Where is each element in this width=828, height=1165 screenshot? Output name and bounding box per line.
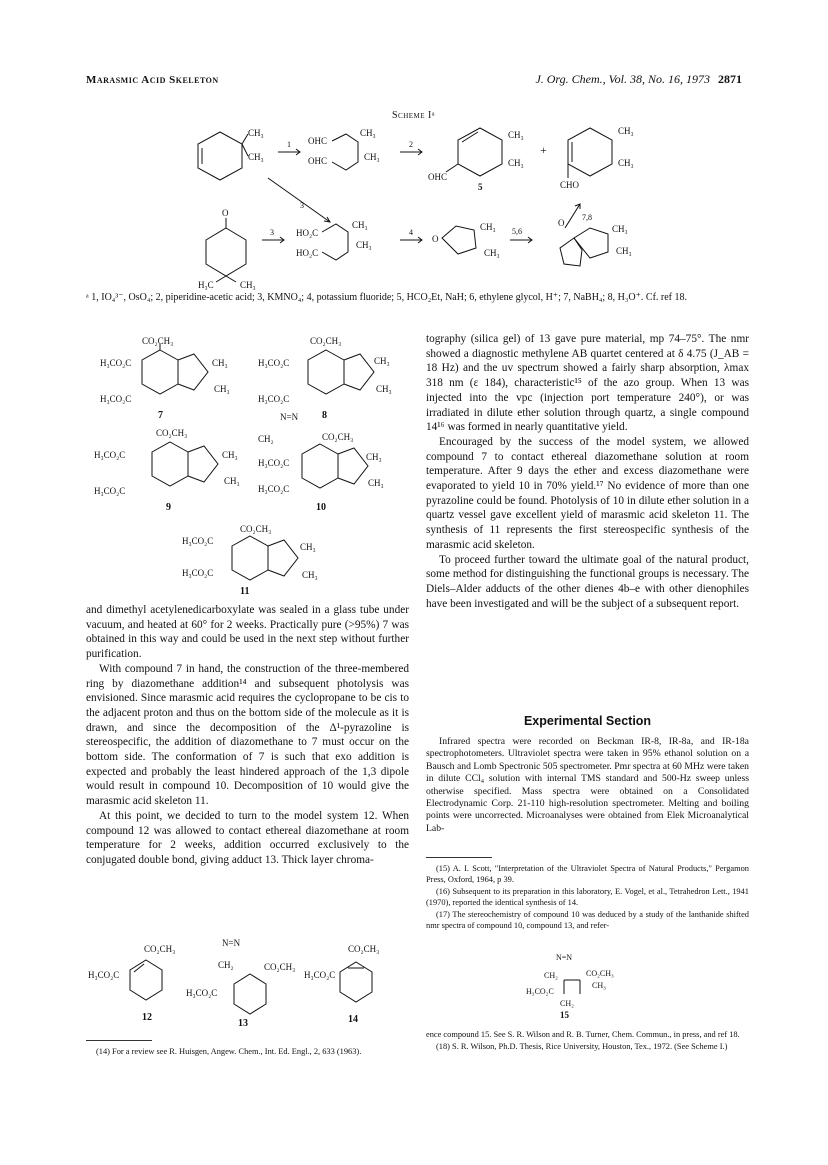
scheme-step-56: 5,6 [512,227,522,236]
s8-ch3-2: CH₃ [376,384,392,394]
s8-ch3-1: CH₃ [374,356,390,366]
scheme-ch3-11: CH₃ [356,240,372,250]
scheme-ch3-4: CH₃ [364,152,380,162]
label-7: 7 [158,410,163,421]
s10-h3co2c-1: H₃CO₂C [258,458,290,468]
scheme-ch3-8: CH₃ [618,158,634,168]
label-8: 8 [322,410,327,421]
scheme-ch3-9: CH₃ [240,280,256,290]
left-p3: At this point, we decided to turn to the model system 12. When compound 12 was allowed to contact ethereal diazomethane at room temperature for 2 weeks, addition occurred exclusively to the conjugated double bond, giving adduct 13. Thick layer chroma- [86,809,409,866]
right-p3: To proceed further toward the ultimate goal of the natural product, some method for distinguishing the functional groups is necessary. The Diels–Alder adducts of the other dienes 4b–e with other dienophiles have been investigated and will be the subject of a subsequent report. [426,553,749,610]
s13-h3co2c: H₃CO₂C [186,988,218,998]
scheme-step-3: 3 [300,201,304,210]
s10-ch2: CH₂ [258,434,274,444]
s7-h3co2c-2: H₃CO₂C [100,394,132,404]
scheme-ho2c-1: HO₂C [296,228,319,238]
scheme-ch3-14: CH₃ [612,224,628,234]
s15-ch2-1: CH₂ [544,971,558,980]
structures-12-14 [86,938,410,1028]
s7-h3co2c-1: H₃CO₂C [100,358,132,368]
left-column [86,603,409,868]
s9-h3co2c-2: H₃CO₂C [94,486,126,496]
s14-co2ch3: CO₂CH₃ [348,944,380,954]
scheme-plus: + [540,143,547,157]
s7-co2ch3: CO₂CH₃ [142,336,174,346]
s10-azo: N=N [280,412,299,422]
right-p1: tography (silica gel) of 13 gave pure material, mp 74–75°. The nmr showed a diagnostic methylene AB quartet centered at δ 4.75 (J_AB = 18 Hz) and the uv spectrum showed a fairly sharp absorption, λmax 318 nm (ε 184), characteristic¹⁵ of the azo group. When 13 was injected into the vpc (injection port temperature 240°), or was irradiated in dilute ether solution through quartz, a single compound 14¹⁶ was formed in nearly quantitative yield. [426,333,749,434]
journal-name: J. Org. Chem., Vol. 38, No. 16, 1973 [535,72,710,86]
s15-ch2-2: CH₂ [560,999,574,1008]
footnote-17: (17) The stereochemistry of compound 10 was deduced by a study of the lanthanide shifted nmr spectra of compound 10, compound 13, and refer- [426,910,749,930]
left-footnotes [86,1046,409,1058]
scheme-ch3-15: CH₃ [616,246,632,256]
scheme-step-4: 4 [409,228,413,237]
scheme-ho2c-2: HO₂C [296,248,319,258]
right-footnotes [426,863,749,932]
s14-h3co2c: H₃CO₂C [304,970,336,980]
footnote-16: (16) Subsequent to its preparation in this laboratory, E. Vogel, et al., Tetrahedron Lett., 1941 (1970), reported the identical synthesis of 14. [426,887,749,907]
scheme-ohc-1: OHC [308,136,328,146]
scheme-step-78: 7,8 [582,213,592,222]
scheme-ch3-12: CH₃ [480,222,496,232]
scheme-step-3b: 3 [270,228,274,237]
scheme-title: Scheme Iᵃ [392,110,436,121]
s15-h3co2c: H₃CO₂C [526,987,554,996]
s8-h3co2c-1: H₃CO₂C [258,358,290,368]
scheme-step-2: 2 [409,140,413,149]
s15-ch3: CH₃ [592,981,606,990]
s11-ch3-1: CH₃ [300,542,316,552]
scheme-ohc-2: OHC [308,156,328,166]
footnote-14: (14) For a review see R. Huisgen, Angew. Chem., Int. Ed. Engl., 2, 633 (1963). [96,1047,362,1056]
scheme-ch3-7: CH₃ [618,126,634,136]
scheme-ch3-13: CH₃ [484,248,500,258]
structure-15 [524,950,664,1020]
scheme-ohc-3: OHC [428,172,448,182]
scheme-ch3-5: CH₃ [508,130,524,140]
scheme-diagram [150,120,710,290]
journal-citation [535,72,742,87]
scheme-ch3-10: CH₃ [352,220,368,230]
s11-h3co2c-2: H₃CO₂C [182,568,214,578]
s11-h3co2c-1: H₃CO₂C [182,536,214,546]
s7-ch3-1: CH₃ [212,358,228,368]
s9-ch3-1: CH₃ [222,450,238,460]
s10-ch3-1: CH₃ [366,452,382,462]
page-number: 2871 [718,72,742,86]
s10-co2ch3: CO₂CH₃ [322,432,354,442]
s13-co2ch3: CO₂CH₃ [264,962,296,972]
s13-azo: N=N [222,938,241,948]
structures-7-11 [90,330,410,598]
s13-ch2: CH₂ [218,960,234,970]
s15-co2ch3: CO₂CH₃ [586,969,614,978]
s9-h3co2c-1: H₃CO₂C [94,450,126,460]
label-14: 14 [348,1014,358,1025]
s9-ch3-2: CH₃ [224,476,240,486]
right-column [426,332,749,611]
scheme-ketone-o: O [222,208,229,218]
footnote-18: (18) S. R. Wilson, Ph.D. Thesis, Rice University, Houston, Tex., 1972. (See Scheme I.) [436,1042,728,1051]
footnote-rule-left [86,1040,152,1041]
scheme-ketal-o: O [558,218,565,228]
left-p1: and dimethyl acetylenedicarboxylate was sealed in a glass tube under vacuum, and heated at 60° for 2 weeks. Practically pure (>95%) 7 was obtained in this way and could be used in the next step without further purification. [86,604,409,661]
scheme-label-5: 5 [478,182,483,192]
scheme-step-1: 1 [287,140,291,149]
label-10: 10 [316,502,326,513]
scheme-ring-start [198,132,242,180]
footnote-17-cont: ence compound 15. See S. R. Wilson and R. B. Turner, Chem. Commun., in press, and ref 18. [426,1030,740,1039]
s10-ch3-2: CH₃ [368,478,384,488]
right-p2: Encouraged by the success of the model system, we allowed compound 7 to contact ethereal diazomethane solution at room temperature. After 9 days the ether and excess diazomethane were evaporated to yield 10 in 70% yield.¹⁷ No evidence of more than one pyrazoline could be found. Photolysis of 10 in dilute ether solution in a quartz vessel gave excellent yield of marasmic acid skeleton 11. The synthesis of 11 represents the first stereospecific synthesis of the marasmic acid skeleton. [426,435,749,551]
scheme-cp-o: O [432,234,439,244]
footnote-15: (15) A. I. Scott, "Interpretation of the Ultraviolet Spectra of Natural Products," Pergamon Press, Oxford, 1964, p 39. [426,864,749,884]
left-p2: With compound 7 in hand, the construction of the three-membered ring by diazomethane addition¹⁴ and subsequent photolysis was envisioned. Since marasmic acid requires the cyclopropane to be cis to the adjacent proton and thus on the bottom side of the molecule as it is drawn, and since the decomposition of the Δ¹-pyrazoline is stereospecific, the addition of diazomethane to 7 must occur on the bottom side. The conformation of 7 is such that exo addition is expected and probably the least hindered approach of the 1,3 dipole would result in compound 10. Decomposition of 10 would give the marasmic acid skeleton 11. [86,662,409,808]
s12-co2ch3: CO₂CH₃ [144,944,176,954]
scheme-ch3-2: CH₃ [248,152,264,162]
s8-co2ch3: CO₂CH₃ [310,336,342,346]
scheme-ch3-3: CH₃ [360,128,376,138]
s10-h3co2c-2: H₃CO₂C [258,484,290,494]
label-11: 11 [240,586,250,597]
label-15: 15 [560,1010,569,1020]
s8-h3co2c-2: H₃CO₂C [258,394,290,404]
scheme-h3c: H₃C [198,280,214,290]
running-title: Marasmic Acid Skeleton [86,74,219,86]
scheme-footnote: ᵃ 1, IO₄³⁻, OsO₄; 2, piperidine-acetic acid; 3, KMNO₄; 4, potassium fluoride; 5, HCO₂Et, NaH; 6, ethylene glycol, H⁺; 7, NaBH₄; 8, H₃O⁺. Cf. ref 18. [86,292,687,303]
footnote-rule-right [426,857,492,858]
right-footnotes-cont [426,1029,749,1053]
scheme-cho: CHO [560,180,580,190]
s7-ch3-2: CH₃ [214,384,230,394]
label-12: 12 [142,1012,152,1023]
scheme-ch3-1: CH₃ [248,128,264,138]
label-13: 13 [238,1018,248,1028]
experimental-text: Infrared spectra were recorded on Beckman IR-8, IR-8a, and IR-18a spectrophotometers. Ultraviolet spectra were taken in 95% ethanol solution on a Bausch and Lomb Spectronic 505 spectrometer. Pmr spectra at 60 MHz were taken in dilute CCl₄ solution with internal TMS standard and 500-Hz sweep unless otherwise specified. Mass spectra were obtained on a Consolidated Electrodynamic Corp. 21-110 high-resolution spectrometer. Melting and boiling points were uncorrected. Microanalyses were obtained from Elek Microanalytical Lab- [426,736,749,834]
experimental-body [426,736,749,835]
scheme-ch3-6: CH₃ [508,158,524,168]
s9-co2ch3: CO₂CH₃ [156,428,188,438]
label-9: 9 [166,502,171,513]
s12-h3co2c: H₃CO₂C [88,970,120,980]
s11-ch3-2: CH₃ [302,570,318,580]
s11-co2ch3: CO₂CH₃ [240,524,272,534]
experimental-heading: Experimental Section [523,714,652,728]
s15-azo: N=N [556,953,573,962]
